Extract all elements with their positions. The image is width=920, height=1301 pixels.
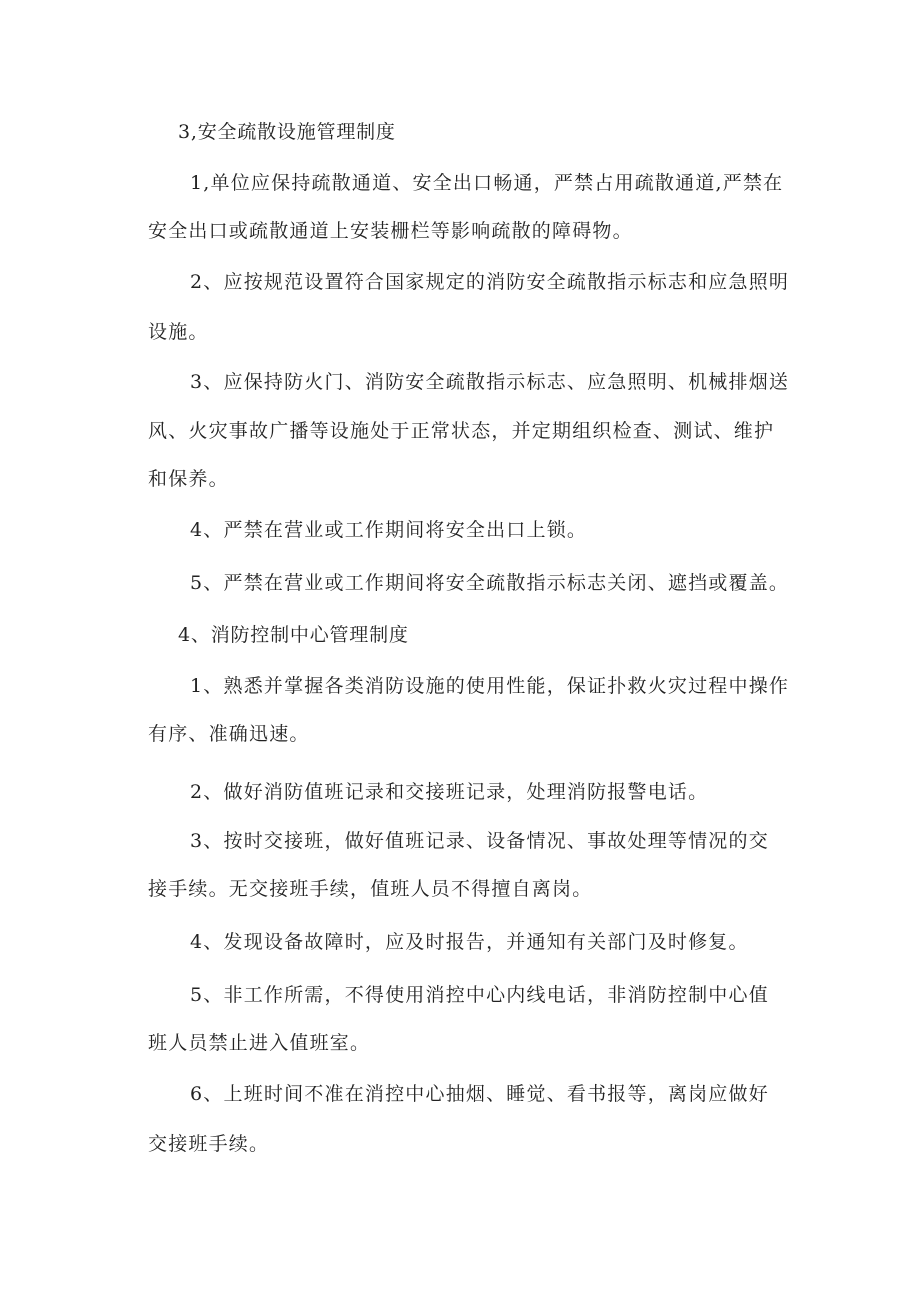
paragraph-line: 5、严禁在营业或工作期间将安全疏散指示标志关闭、遮挡或覆盖。 [190,572,790,594]
paragraph-line: 风、火灾事故广播等设施处于正常状态，并定期组织检查、测试、维护 [148,420,775,442]
paragraph-line: 接手续。无交接班手续，值班人员不得擅自离岗。 [148,878,593,900]
paragraph-line: 3、应保持防火门、消防安全疏散指示标志、应急照明、机械排烟送 [190,371,790,393]
paragraph-line: 安全出口或疏散通道上安装栅栏等影响疏散的障碍物。 [148,220,633,242]
section-heading: 4、消防控制中心管理制度 [178,624,409,646]
paragraph-line: 6、上班时间不准在消控中心抽烟、睡觉、看书报等，离岗应做好 [190,1083,769,1105]
paragraph-line: 有序、准确迅速。 [148,723,310,745]
paragraph-line: 班人员禁止进入值班室。 [148,1032,371,1054]
paragraph-line: 2、做好消防值班记录和交接班记录，处理消防报警电话。 [190,781,709,803]
paragraph-line: 交接班手续。 [148,1133,270,1155]
section-heading: 3,安全疏散设施管理制度 [178,121,396,143]
paragraph-line: 设施。 [148,321,209,343]
paragraph-line: 1,单位应保持疏散通道、安全出口畅通，严禁占用疏散通道,严禁在 [190,172,784,194]
paragraph-line: 2、应按规范设置符合国家规定的消防安全疏散指示标志和应急照明 [190,271,790,293]
paragraph-line: 3、按时交接班，做好值班记录、设备情况、事故处理等情况的交 [190,830,769,852]
paragraph-line: 和保养。 [148,468,229,490]
paragraph-line: 5、非工作所需，不得使用消控中心内线电话，非消防控制中心值 [190,984,769,1006]
paragraph-line: 4、发现设备故障时，应及时报告，并通知有关部门及时修复。 [190,931,749,953]
paragraph-line: 4、严禁在营业或工作期间将安全出口上锁。 [190,519,588,541]
paragraph-line: 1、熟悉并掌握各类消防设施的使用性能，保证扑救火灾过程中操作 [190,675,790,697]
